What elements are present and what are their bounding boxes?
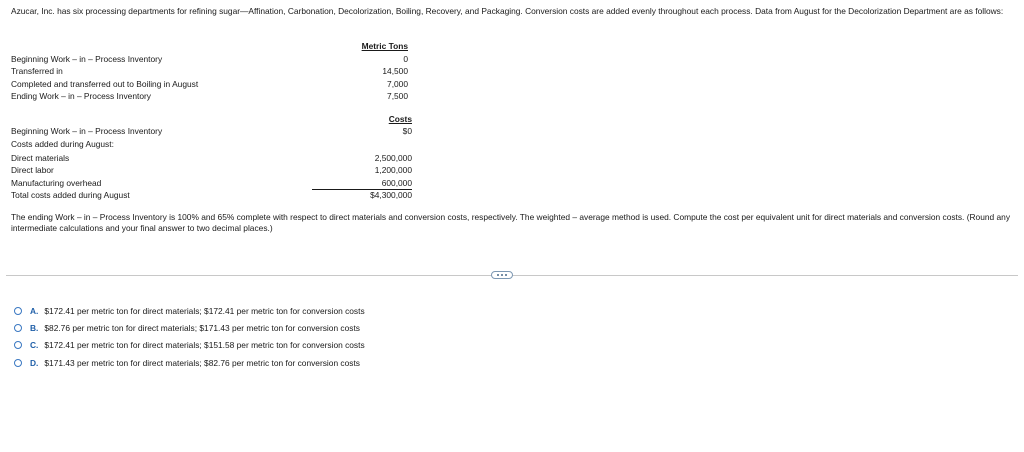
- total-costs-label: Total costs added during August: [11, 190, 130, 200]
- total-costs-value: $4,300,000: [370, 190, 412, 200]
- choice-text: $171.43 per metric ton for direct materials; $82.76 per metric ton for conversion costs: [44, 358, 360, 368]
- cost-row-value: 2,500,000: [374, 153, 412, 163]
- radio-button-icon[interactable]: [14, 324, 22, 332]
- cost-row-label: Manufacturing overhead: [11, 178, 102, 188]
- choice-letter: D.: [30, 358, 39, 368]
- radio-button-icon[interactable]: [14, 341, 22, 349]
- units-row-label: Completed and transferred out to Boiling in August: [11, 79, 199, 89]
- cost-row-label: Direct labor: [11, 165, 54, 175]
- costs-header: Costs: [388, 114, 412, 124]
- units-row-value: 0: [403, 54, 408, 64]
- units-row-value: 14,500: [382, 66, 408, 76]
- units-row-label: Beginning Work – in – Process Inventory: [11, 54, 163, 64]
- costs-added-label: Costs added during August:: [11, 139, 114, 149]
- radio-button-icon[interactable]: [14, 307, 22, 315]
- choice-letter: A.: [30, 306, 39, 316]
- choice-text: $172.41 per metric ton for direct materials; $151.58 per metric ton for conversion costs: [44, 340, 365, 350]
- radio-button-icon[interactable]: [14, 359, 22, 367]
- cost-row-value: 600,000: [381, 178, 412, 188]
- ellipsis-dot-icon: [501, 274, 503, 276]
- choice-text: $82.76 per metric ton for direct materials; $171.43 per metric ton for conversion costs: [44, 323, 360, 333]
- choice-letter: B.: [30, 323, 39, 333]
- answer-choice-a[interactable]: [14, 305, 365, 317]
- units-row-label: Ending Work – in – Process Inventory: [11, 91, 151, 101]
- cost-row-value: 1,200,000: [374, 165, 412, 175]
- problem-intro: Azucar, Inc. has six processing departments for refining sugar—Affination, Carbonation, Decolorization, Boiling, Recovery, and Packaging. Conversion costs are added evenly throughout each process. Data from August for the Decolorization Department are as follows:: [11, 6, 1004, 16]
- more-options-button[interactable]: [491, 271, 513, 279]
- units-row-value: 7,500: [387, 91, 408, 101]
- metric-tons-header: Metric Tons: [361, 41, 408, 51]
- ellipsis-dot-icon: [497, 274, 499, 276]
- units-row-value: 7,000: [387, 79, 408, 89]
- units-row-label: Transferred in: [11, 66, 63, 76]
- cost-row-label: Direct materials: [11, 153, 70, 163]
- question-text: The ending Work – in – Process Inventory is 100% and 65% complete with respect to direct materials and conversion costs, respectively. The weighted – average method is used. Compute the cost per equivalent unit for direct materials and conversion costs. (Round any intermediate calculations and your final answer to two decimal places.): [11, 212, 1011, 233]
- beginning-wip-cost-value: $0: [402, 126, 412, 136]
- choice-letter: C.: [30, 340, 39, 350]
- answer-choice-d[interactable]: [14, 357, 360, 369]
- ellipsis-dot-icon: [505, 274, 507, 276]
- answer-choice-b[interactable]: [14, 322, 360, 334]
- beginning-wip-cost-label: Beginning Work – in – Process Inventory: [11, 126, 163, 136]
- answer-choice-c[interactable]: [14, 339, 365, 351]
- choice-text: $172.41 per metric ton for direct materials; $172.41 per metric ton for conversion costs: [44, 306, 365, 316]
